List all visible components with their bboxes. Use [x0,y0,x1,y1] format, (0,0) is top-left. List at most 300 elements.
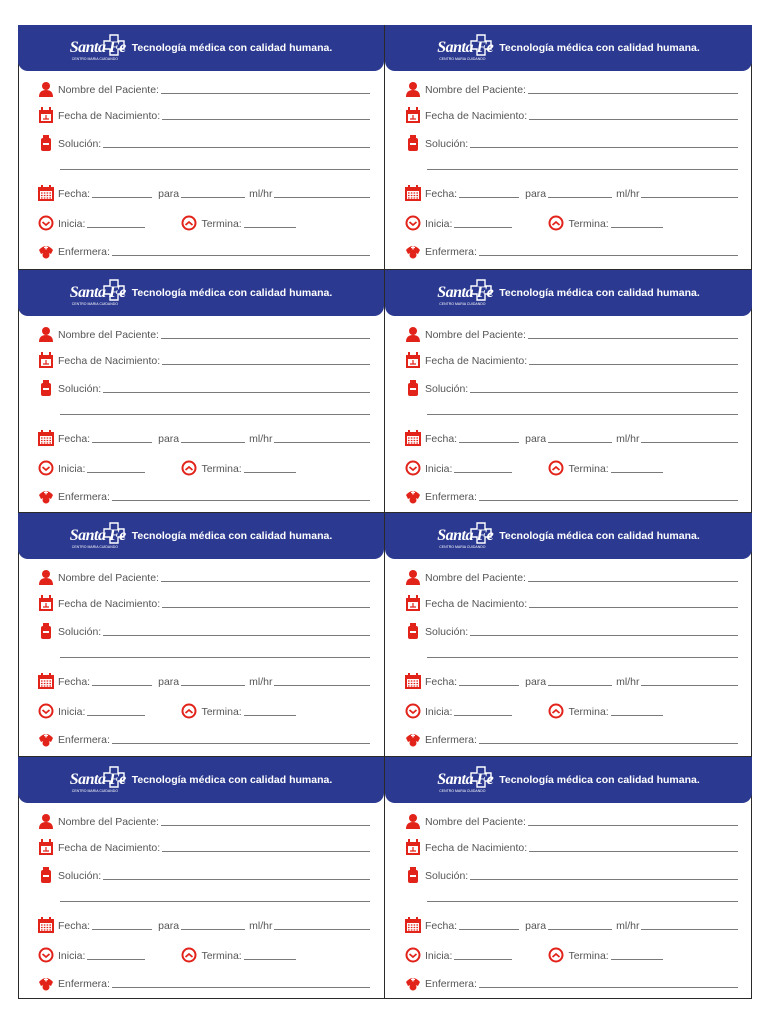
date-line[interactable] [459,442,519,443]
logo-subtext: CENTRO MARIA CUIDANDO [71,788,119,793]
solution-label: Solución: [425,869,469,882]
bottle-icon [405,380,421,396]
nurse-cap-icon [405,488,421,504]
date-label: Fecha: [58,432,91,445]
calendar-icon [38,107,54,123]
calendar-grid-icon [38,917,54,933]
end-label: Termina: [201,949,242,962]
patient-name-label: Nombre del Paciente: [58,815,159,828]
start-line[interactable] [87,715,145,716]
rate-line[interactable] [274,197,370,198]
solution-line[interactable] [470,147,738,148]
solution-field [38,378,370,396]
solution-extra-line[interactable] [427,657,738,658]
calendar-icon [405,352,421,368]
nurse-label: Enfermera: [58,490,110,503]
start-label: Inicia: [58,949,86,962]
bottle-icon [38,380,54,396]
calendar-icon [405,839,421,855]
end-line[interactable] [611,959,663,960]
logo-subtext: CENTRO MARIA CUIDANDO [71,545,119,549]
solution-label: Solución: [58,869,102,882]
bottle-icon [405,623,421,639]
patient-name-field [405,79,738,97]
rate-label: ml/hr [616,676,640,688]
bottle-icon [38,867,54,883]
date-rate-field [405,915,738,933]
para-line[interactable] [548,197,612,198]
start-line[interactable] [454,227,512,228]
solution-field [405,378,738,396]
calendar-icon [405,107,421,123]
logo-subtext: CENTRO MARIA CUIDANDO [439,57,486,61]
date-rate-field [405,183,738,201]
birth-date-label: Fecha de Nacimiento: [58,110,161,122]
solution-extra-line[interactable] [60,414,370,415]
solution-field [38,621,370,639]
person-icon [405,813,421,829]
birth-date-label: Fecha de Nacimiento: [58,598,161,610]
calendar-grid-icon [38,673,54,689]
para-line[interactable] [181,197,245,198]
santa-fe-logo [70,278,126,308]
end-label: Termina: [201,218,242,230]
nurse-cap-icon [38,731,54,747]
iv-label-1 [18,25,385,269]
end-label: Termina: [568,462,609,475]
date-label: Fecha: [425,676,458,688]
date-label: Fecha: [425,432,458,445]
para-label: para [158,919,180,932]
timer-icon [181,460,197,476]
end-label: Termina: [568,706,609,718]
timer-icon [548,460,564,476]
rate-line[interactable] [641,929,738,930]
header-band [18,513,384,559]
bottle-icon [405,135,421,151]
start-line[interactable] [454,472,512,473]
nurse-line[interactable] [479,743,738,744]
logo-subtext: CENTRO MARIA CUIDANDO [439,301,486,306]
para-line[interactable] [548,685,612,686]
birth-date-line[interactable] [529,364,738,365]
patient-name-line[interactable] [528,338,738,339]
date-label: Fecha: [58,188,91,200]
timer-icon [548,215,564,231]
person-icon [38,569,54,585]
nurse-field [38,241,370,259]
nurse-cap-icon [405,243,421,259]
header-band [18,270,384,316]
end-line[interactable] [611,715,663,716]
santa-fe-logo [70,521,126,551]
nurse-field [38,973,370,991]
start-label: Inicia: [425,462,453,475]
end-line[interactable] [611,227,663,228]
time-field [405,213,738,231]
rate-line[interactable] [641,685,738,686]
logo-wordmark: Santa Fe [69,770,126,788]
end-line[interactable] [244,472,296,473]
birth-date-line[interactable] [529,607,738,608]
para-label: para [525,919,547,932]
santa-fe-logo [437,765,493,795]
solution-extra-line[interactable] [427,414,738,415]
iv-label-8 [385,756,752,1000]
calendar-icon [405,595,421,611]
solution-line[interactable] [470,392,738,393]
nurse-field [405,729,738,747]
solution-extra-line[interactable] [60,169,370,170]
time-field [405,701,738,719]
logo-subtext: CENTRO MARIA CUIDANDO [71,57,119,61]
birth-date-line[interactable] [162,607,370,608]
patient-name-field [38,79,370,97]
birth-date-line[interactable] [162,364,370,365]
start-line[interactable] [87,227,145,228]
patient-name-line[interactable] [528,825,738,826]
end-line[interactable] [244,715,296,716]
santa-fe-logo [70,33,126,63]
nurse-label: Enfermera: [58,246,110,258]
solution-line[interactable] [103,879,370,880]
tagline: Tecnología médica con calidad humana. [131,530,333,542]
start-line[interactable] [87,472,145,473]
calendar-grid-icon [405,917,421,933]
calendar-grid-icon [405,673,421,689]
birth-date-field [38,593,370,611]
nurse-line[interactable] [112,500,370,501]
clock-icon [38,703,54,719]
para-line[interactable] [548,442,612,443]
solution-extra-line[interactable] [427,169,738,170]
start-line[interactable] [454,959,512,960]
nurse-cap-icon [405,731,421,747]
clock-icon [38,460,54,476]
solution-field [405,865,738,883]
logo-wordmark: Santa Fe [437,770,494,788]
time-field [38,213,370,231]
start-label: Inicia: [58,462,86,475]
tagline: Tecnología médica con calidad humana. [131,773,333,786]
calendar-icon [38,839,54,855]
solution-extra-line[interactable] [60,901,370,902]
birth-date-field [38,350,370,368]
calendar-icon [38,595,54,611]
iv-label-3 [18,269,385,513]
start-label: Inicia: [58,706,86,718]
solution-label: Solución: [425,138,469,150]
timer-icon [548,947,564,963]
solution-line[interactable] [103,147,370,148]
header-band [18,757,384,803]
para-label: para [525,188,547,200]
nurse-cap-icon [38,243,54,259]
para-label: para [158,188,180,200]
logo-wordmark: Santa Fe [69,39,126,56]
patient-name-label: Nombre del Paciente: [58,572,159,584]
start-label: Inicia: [425,218,453,230]
rate-label: ml/hr [616,919,640,932]
time-field [405,945,738,963]
nurse-line[interactable] [479,987,738,988]
time-field [38,945,370,963]
date-line[interactable] [92,929,152,930]
date-line[interactable] [92,197,152,198]
tagline: Tecnología médica con calidad humana. [499,42,700,54]
date-rate-field [38,915,370,933]
end-label: Termina: [201,706,242,718]
end-line[interactable] [244,959,296,960]
start-label: Inicia: [425,949,453,962]
calendar-grid-icon [38,430,54,446]
end-label: Termina: [201,462,242,475]
person-icon [405,326,421,342]
end-line[interactable] [244,227,296,228]
tagline: Tecnología médica con calidad humana. [499,773,700,786]
header-band [385,270,752,316]
person-icon [38,326,54,342]
date-line[interactable] [459,929,519,930]
date-rate-field [38,428,370,446]
nurse-field [405,241,738,259]
patient-name-field [38,324,370,342]
nurse-cap-icon [38,488,54,504]
logo-wordmark: Santa Fe [437,39,494,56]
birth-date-field [38,837,370,855]
birth-date-field [405,593,738,611]
end-line[interactable] [611,472,663,473]
rate-label: ml/hr [249,676,273,688]
bottle-icon [38,623,54,639]
date-label: Fecha: [425,188,458,200]
santa-fe-logo [437,521,493,551]
patient-name-field [38,567,370,585]
logo-subtext: CENTRO MARIA CUIDANDO [71,301,119,306]
nurse-label: Enfermera: [58,734,110,746]
rate-label: ml/hr [249,919,273,932]
patient-name-line[interactable] [161,581,370,582]
rate-line[interactable] [274,685,370,686]
birth-date-field [38,105,370,123]
date-label: Fecha: [58,676,91,688]
solution-field [405,621,738,639]
solution-line[interactable] [103,392,370,393]
birth-date-line[interactable] [529,119,738,120]
birth-date-line[interactable] [529,851,738,852]
patient-name-label: Nombre del Paciente: [425,328,526,341]
start-line[interactable] [87,959,145,960]
nurse-line[interactable] [112,743,370,744]
clock-icon [405,460,421,476]
logo-wordmark: Santa Fe [437,527,494,544]
date-label: Fecha: [425,919,458,932]
timer-icon [548,703,564,719]
header-band [18,25,384,71]
bottle-icon [405,867,421,883]
para-label: para [525,676,547,688]
nurse-label: Enfermera: [58,977,110,990]
birth-date-label: Fecha de Nacimiento: [58,354,161,367]
patient-name-label: Nombre del Paciente: [425,815,526,828]
start-label: Inicia: [58,218,86,230]
rate-line[interactable] [641,442,738,443]
logo-wordmark: Santa Fe [69,527,126,544]
label-grid [18,25,752,999]
para-line[interactable] [181,685,245,686]
patient-name-line[interactable] [528,93,738,94]
solution-line[interactable] [103,635,370,636]
date-line[interactable] [92,442,152,443]
header-band [385,513,752,559]
nurse-label: Enfermera: [425,977,477,990]
time-field [405,458,738,476]
clock-icon [38,947,54,963]
nurse-cap-icon [38,975,54,991]
rate-label: ml/hr [249,432,273,445]
nurse-line[interactable] [479,255,738,256]
nurse-label: Enfermera: [425,490,477,503]
start-line[interactable] [454,715,512,716]
date-label: Fecha: [58,919,91,932]
solution-line[interactable] [470,879,738,880]
time-field [38,701,370,719]
birth-date-label: Fecha de Nacimiento: [425,110,528,122]
date-line[interactable] [459,685,519,686]
para-line[interactable] [181,442,245,443]
date-rate-field [405,671,738,689]
start-label: Inicia: [425,706,453,718]
patient-name-label: Nombre del Paciente: [58,328,159,341]
solution-field [38,865,370,883]
santa-fe-logo [437,278,493,308]
patient-name-field [38,811,370,829]
header-band [385,25,752,71]
birth-date-field [405,350,738,368]
time-field [38,458,370,476]
clock-icon [405,215,421,231]
end-label: Termina: [568,949,609,962]
para-label: para [158,676,180,688]
tagline: Tecnología médica con calidad humana. [499,286,700,299]
birth-date-label: Fecha de Nacimiento: [425,354,528,367]
birth-date-field [405,837,738,855]
header-band [385,757,752,803]
birth-date-line[interactable] [162,851,370,852]
patient-name-field [405,324,738,342]
nurse-line[interactable] [112,987,370,988]
nurse-cap-icon [405,975,421,991]
rate-line[interactable] [274,929,370,930]
calendar-icon [38,352,54,368]
end-label: Termina: [568,218,609,230]
rate-label: ml/hr [249,188,273,200]
timer-icon [181,947,197,963]
calendar-grid-icon [405,185,421,201]
iv-label-6 [385,512,752,756]
birth-date-line[interactable] [162,119,370,120]
clock-icon [38,215,54,231]
rate-label: ml/hr [616,188,640,200]
solution-extra-line[interactable] [427,901,738,902]
nurse-line[interactable] [479,500,738,501]
iv-label-4 [385,269,752,513]
rate-line[interactable] [641,197,738,198]
para-label: para [158,432,180,445]
patient-name-line[interactable] [528,581,738,582]
rate-label: ml/hr [616,432,640,445]
date-line[interactable] [92,685,152,686]
nurse-label: Enfermera: [425,246,477,258]
person-icon [38,81,54,97]
patient-name-line[interactable] [161,93,370,94]
santa-fe-logo [70,765,126,795]
tagline: Tecnología médica con calidad humana. [499,530,700,542]
tagline: Tecnología médica con calidad humana. [131,42,333,54]
logo-subtext: CENTRO MARIA CUIDANDO [439,545,486,549]
solution-extra-line[interactable] [60,657,370,658]
solution-field [405,133,738,151]
clock-icon [405,947,421,963]
para-line[interactable] [548,929,612,930]
birth-date-label: Fecha de Nacimiento: [425,841,528,854]
date-rate-field [405,428,738,446]
solution-field [38,133,370,151]
logo-subtext: CENTRO MARIA CUIDANDO [439,788,486,793]
date-line[interactable] [459,197,519,198]
person-icon [405,81,421,97]
para-line[interactable] [181,929,245,930]
nurse-field [405,973,738,991]
santa-fe-logo [437,33,493,63]
solution-label: Solución: [425,626,469,638]
patient-name-label: Nombre del Paciente: [425,572,526,584]
logo-wordmark: Santa Fe [69,283,126,301]
date-rate-field [38,671,370,689]
clock-icon [405,703,421,719]
birth-date-label: Fecha de Nacimiento: [425,598,528,610]
nurse-field [38,729,370,747]
para-label: para [525,432,547,445]
iv-label-2 [385,25,752,269]
solution-label: Solución: [58,382,102,395]
solution-line[interactable] [470,635,738,636]
date-rate-field [38,183,370,201]
patient-name-field [405,567,738,585]
nurse-label: Enfermera: [425,734,477,746]
patient-name-line[interactable] [161,338,370,339]
iv-label-5 [18,512,385,756]
solution-label: Solución: [425,382,469,395]
rate-line[interactable] [274,442,370,443]
birth-date-field [405,105,738,123]
patient-name-field [405,811,738,829]
solution-label: Solución: [58,626,102,638]
tagline: Tecnología médica con calidad humana. [131,286,333,299]
bottle-icon [38,135,54,151]
person-icon [405,569,421,585]
patient-name-label: Nombre del Paciente: [58,84,159,96]
iv-label-7 [18,756,385,1000]
solution-label: Solución: [58,138,102,150]
timer-icon [181,703,197,719]
timer-icon [181,215,197,231]
calendar-grid-icon [38,185,54,201]
nurse-line[interactable] [112,255,370,256]
patient-name-label: Nombre del Paciente: [425,84,526,96]
person-icon [38,813,54,829]
patient-name-line[interactable] [161,825,370,826]
